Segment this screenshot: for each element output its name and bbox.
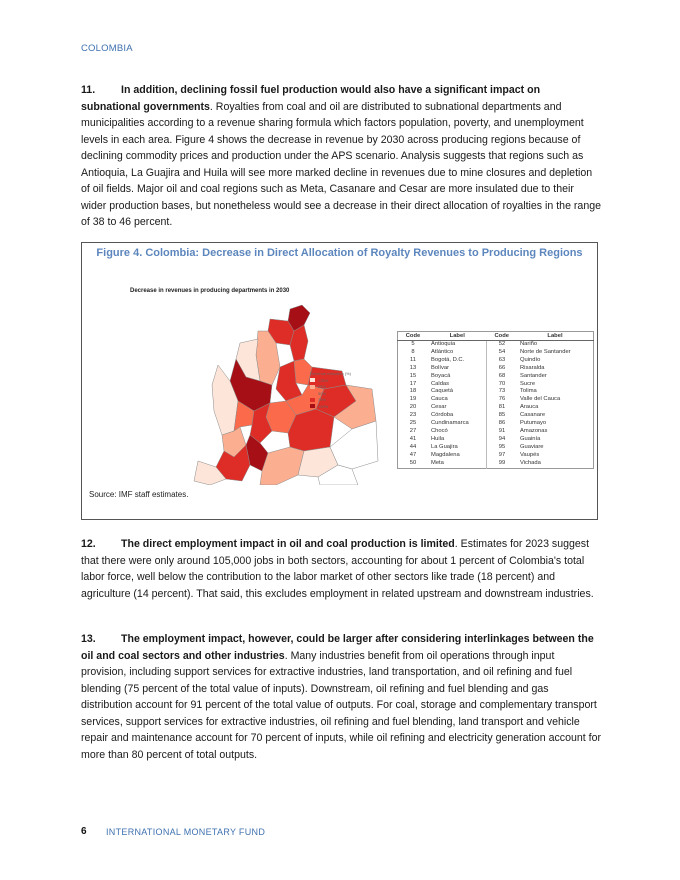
row-code: 15 [409, 372, 417, 379]
legend-title: Revenue reduction (%) [310, 371, 351, 376]
table-row [398, 373, 594, 381]
row-code: 94 [487, 436, 518, 444]
table-row [398, 396, 594, 404]
paragraph-lead: In addition, declining fossil fuel production would also have a significant impact on subnational governments [81, 84, 541, 113]
paragraph-lead: The employment impact, however, could be larger after considering interlinkages between the oil and coal sectors and other industries [81, 633, 594, 662]
legend-swatch [310, 378, 315, 382]
row-code: 47 [409, 451, 417, 458]
row-label: Caquetá [431, 388, 453, 395]
paragraph-13 [81, 631, 601, 763]
legend-label: 100% [318, 403, 329, 409]
row-code: 5 [411, 341, 415, 347]
row-label: Norte de Santander [520, 348, 571, 355]
legend-swatch [310, 404, 315, 408]
row-code: 20 [409, 404, 417, 411]
table-row [398, 365, 594, 373]
row-label: Guaviare [520, 443, 544, 450]
row-code: 76 [487, 396, 518, 404]
paragraph-11 [81, 82, 601, 231]
code-label-table [397, 331, 594, 469]
row-label: Magdalena [431, 451, 460, 458]
row-label: Putumayo [520, 420, 547, 427]
row-label: Boyacá [431, 372, 451, 379]
row-code: 23 [409, 412, 417, 419]
table-row [398, 388, 594, 396]
row-label: Risaralda [520, 364, 545, 371]
row-label: Vaupés [520, 451, 540, 458]
row-label: Arauca [520, 404, 539, 411]
legend-swatch [310, 385, 315, 389]
row-code: 8 [411, 348, 415, 355]
row-code: 63 [487, 357, 518, 365]
row-code: 85 [487, 412, 518, 420]
table-row [398, 381, 594, 389]
table-header-label: Label [428, 332, 487, 341]
row-code: 70 [487, 381, 518, 389]
running-head: COLOMBIA [81, 43, 133, 54]
paragraph-body: . Estimates for 2023 suggest that there were only around 105,000 jobs in both sectors, accounting for about 1 percent of Colombia's total labor force, well below the contribution to the labor market of other sectors like trade (18 percent) and agriculture (14 percent). That said, this excludes employment in related upstream and downstream industries. [81, 538, 594, 600]
row-code: 91 [487, 428, 518, 436]
table-row [398, 341, 594, 349]
row-code: 52 [487, 341, 518, 349]
row-label: Valle del Cauca [520, 396, 561, 403]
table-row [398, 412, 594, 420]
map-title: Decrease in revenues in producing departments in 2030 [130, 288, 290, 294]
row-code: 68 [487, 373, 518, 381]
row-label: Cundinamarca [431, 420, 469, 427]
row-code: 44 [409, 443, 417, 450]
table-row [398, 444, 594, 452]
row-label: Cauca [431, 396, 448, 403]
legend-swatch [310, 398, 315, 402]
row-code: 19 [409, 396, 417, 403]
row-label: Antioquia [431, 341, 456, 347]
legend-label: <25% [318, 377, 329, 383]
row-code: 97 [487, 452, 518, 460]
table-header-label: Label [517, 332, 594, 341]
row-label: La Guajira [431, 443, 458, 450]
table-row [398, 357, 594, 365]
figure-4 [81, 242, 598, 520]
row-code: 73 [487, 388, 518, 396]
row-label: Casanare [520, 412, 546, 419]
row-label: Caldas [431, 380, 450, 387]
legend-label: 25% [318, 384, 327, 389]
paragraph-number: 12. [81, 538, 96, 550]
row-label: Sucre [520, 380, 536, 387]
legend-swatch [310, 391, 315, 395]
legend-label: 75% [318, 397, 327, 402]
figure-source: Source: IMF staff estimates. [89, 490, 189, 499]
paragraph-12 [81, 536, 601, 602]
row-label: Tolima [520, 388, 537, 395]
paragraph-body: . Many industries benefit from oil operations through input provision, including support services for extractive industries, land transportation, and oil refining and fuel blending (75 percent of the total value of inputs). Downstream, oil refining and fuel blending and gas distribution account for 91 percent of the total value of outputs. For coal, storage and complementary transport services, support services for extractive industries, oil refining and fuel blending, land transport and vehicle repair and maintenance account for 70 percent of inputs, while oil refining and electricity generation account for more than 80 percent of total outputs. [81, 649, 601, 761]
table-row [398, 452, 594, 460]
row-code: 81 [487, 404, 518, 412]
row-code: 13 [409, 364, 417, 371]
row-label: Meta [431, 459, 444, 466]
row-code: 17 [409, 380, 417, 387]
footer-text: INTERNATIONAL MONETARY FUND [106, 827, 266, 837]
row-label: Bolívar [431, 364, 450, 371]
row-label: Guainía [520, 435, 541, 442]
map-legend [310, 371, 351, 410]
row-label: Vichada [520, 459, 541, 466]
row-code: 99 [487, 460, 518, 468]
row-code: 95 [487, 444, 518, 452]
row-code: 50 [409, 459, 417, 466]
row-code: 27 [409, 427, 417, 434]
row-label: Nariño [520, 341, 538, 347]
paragraph-number: 13. [81, 633, 96, 645]
paragraph-body: . Royalties from coal and oil are distributed to subnational departments and municipalities according to a revenue sharing formula which factors population, poverty, and unemployment levels in each area. Figure 4 shows the decrease in revenue by 2030 across producing regions because of declining commodity prices and production under the APS scenario. Analysis suggests that regions such as Antioquia, La Guajira and Huila will see more marked decline in revenues due to mine closures and depletion of oil fields. Major oil and coal regions such as Meta, Casanare and Cesar are more insulated due to their wider production bases, but nonetheless would see a decrease in their direct allocation of royalties in the range of 38 to 46 percent. [81, 100, 601, 228]
row-code: 18 [409, 388, 417, 395]
row-label: Huila [431, 435, 445, 442]
table-row [398, 404, 594, 412]
row-code: 41 [409, 435, 417, 442]
table-row [398, 436, 594, 444]
row-label: Quindío [520, 356, 541, 363]
legend-label: 50% [318, 390, 327, 396]
paragraph-lead: The direct employment impact in oil and coal production is limited [121, 538, 455, 550]
paragraph-number: 11. [81, 84, 96, 96]
row-label: Chocó [431, 427, 448, 434]
row-code: 11 [409, 356, 417, 363]
row-code: 54 [487, 349, 518, 357]
row-code: 25 [409, 420, 417, 427]
table-header-code: Code [487, 332, 518, 341]
page-number: 6 [81, 826, 87, 837]
table-row [398, 349, 594, 357]
table-row [398, 428, 594, 436]
figure-title: Figure 4. Colombia: Decrease in Direct Allocation of Royalty Revenues to Producing Regions [96, 247, 583, 259]
table-row [398, 460, 594, 468]
row-code: 86 [487, 420, 518, 428]
row-label: Atlántico [431, 348, 454, 355]
table-header-code: Code [398, 332, 429, 341]
row-label: Cesar [431, 404, 447, 411]
row-label: Amazonas [520, 427, 548, 434]
row-code: 66 [487, 365, 518, 373]
row-label: Bogotá, D.C. [431, 356, 465, 363]
row-label: Córdoba [431, 412, 454, 419]
row-label: Santander [520, 372, 547, 379]
table-row [398, 420, 594, 428]
